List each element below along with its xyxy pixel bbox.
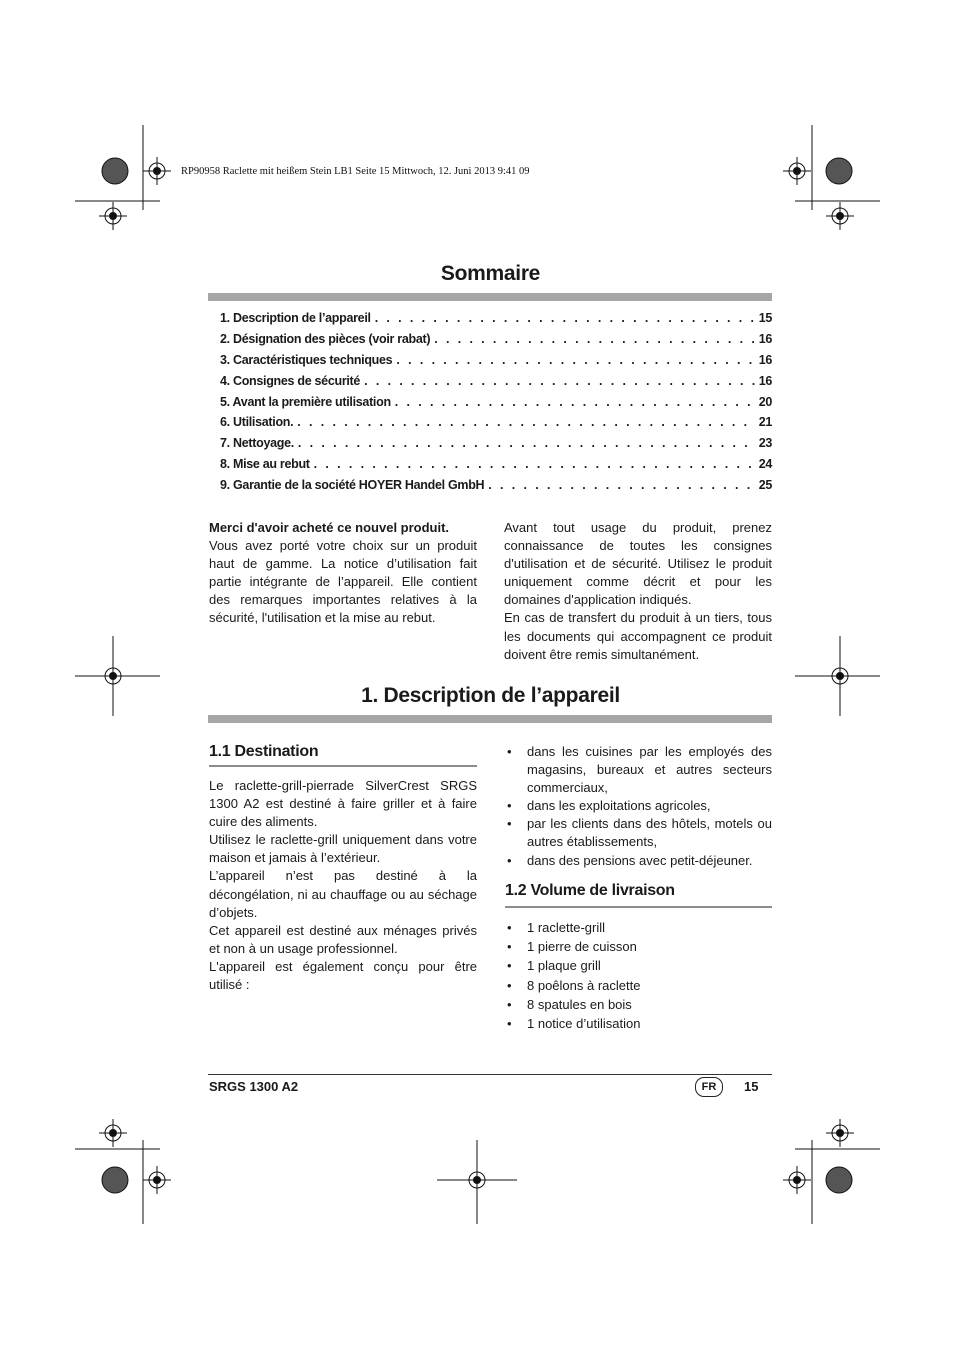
intro-right-p1: Avant tout usage du produit, prenez connaissance de toutes les consignes d'utilisation et de sécurité. Utilisez le produit uniquement comme décrit et pour les domaines d'application indiqués. [504,520,772,608]
destination-bullets [505,743,772,870]
toc-row[interactable]: 3. Caractéristiques techniques . . . 16 [220,353,772,374]
toc-row[interactable]: 5. Avant la première utilisation . . . 20 [220,395,772,416]
list-item: • dans des pensions avec petit-déjeuner. [505,852,772,870]
section1-title: 1. Description de l’appareil [361,684,620,707]
list-item: • 8 poêlons à raclette [505,976,772,995]
intro-left-text: Vous avez porté votre choix sur un produit haut de gamme. La notice d’utilisation fait partie intégrante de l’appareil. Elle contient des remarques importantes relatives à la sécurité, l'utilisation et la mise au rebut. [209,538,477,626]
sommaire-title: Sommaire [440,262,541,285]
intro-heading: Merci d'avoir acheté ce nouvel produit. [209,520,450,535]
toc-row[interactable]: 4. Consignes de sécurité . . . 16 [220,374,772,395]
intro-right-column [504,519,772,664]
destination-p2: Utilisez le raclette-grill uniquement dans votre maison et jamais à l’extérieur. [209,832,477,866]
print-slug-line: RP90958 Raclette mit heißem Stein LB1 Seite 15 Mittwoch, 12. Juni 2013 9:41 09 [181,166,530,177]
list-item: • dans les exploitations agricoles, [505,797,772,815]
destination-text [209,777,477,994]
list-item: • 1 raclette-grill [505,918,772,937]
list-item: • 1 plaque grill [505,956,772,975]
page-number: 15 [744,1079,759,1094]
table-of-contents [220,311,772,499]
section1-title-bar [208,715,772,723]
list-item: • dans les cuisines par les employés des magasins, bureaux et autres secteurs commerciaux, [505,743,772,797]
intro-left-column [209,519,477,628]
destination-p4: Cet appareil est destiné aux ménages privés et non à un usage professionnel. [209,922,477,956]
toc-row[interactable]: 8. Mise au rebut . . . 24 [220,457,772,478]
destination-p1: Le raclette-grill-pierrade SilverCrest SRGS 1300 A2 est destiné à faire griller et à faire cuire des aliments. [209,778,477,830]
toc-row[interactable]: 1. Description de l’appareil . . . 15 [220,311,772,332]
toc-row[interactable]: 6. Utilisation. . . . 21 [220,415,772,436]
intro-right-p2: En cas de transfert du produit à un tiers, tous les documents qui accompagnent ce produit doivent être remis simultanément. [504,610,772,662]
list-item: • 1 notice d’utilisation [505,1014,772,1033]
language-badge: FR [695,1077,723,1097]
list-item: • 1 pierre de cuisson [505,937,772,956]
destination-block [209,743,477,994]
livraison-block [505,882,772,1033]
toc-row[interactable]: 7. Nettoyage. . . . 23 [220,436,772,457]
destination-rule [209,765,477,767]
livraison-heading: 1.2 Volume de livraison [505,882,675,899]
list-item: • par les clients dans des hôtels, motels ou autres établissements, [505,815,772,851]
destination-p3: L’appareil n’est pas destiné à la décongélation, ni au chauffage ou au séchage d’objets. [209,868,477,920]
toc-row[interactable]: 9. Garantie de la société HOYER Handel GmbH . . . 25 [220,478,772,499]
livraison-rule [505,906,772,908]
sommaire-title-bar [208,293,772,301]
list-item: • 8 spatules en bois [505,995,772,1014]
footer-model: SRGS 1300 A2 [209,1079,299,1094]
footer-rule [208,1074,772,1075]
destination-p5: L'appareil est également conçu pour être utilisé : [209,958,477,993]
toc-row[interactable]: 2. Désignation des pièces (voir rabat) . . . 16 [220,332,772,353]
destination-heading: 1.1 Destination [209,743,319,760]
